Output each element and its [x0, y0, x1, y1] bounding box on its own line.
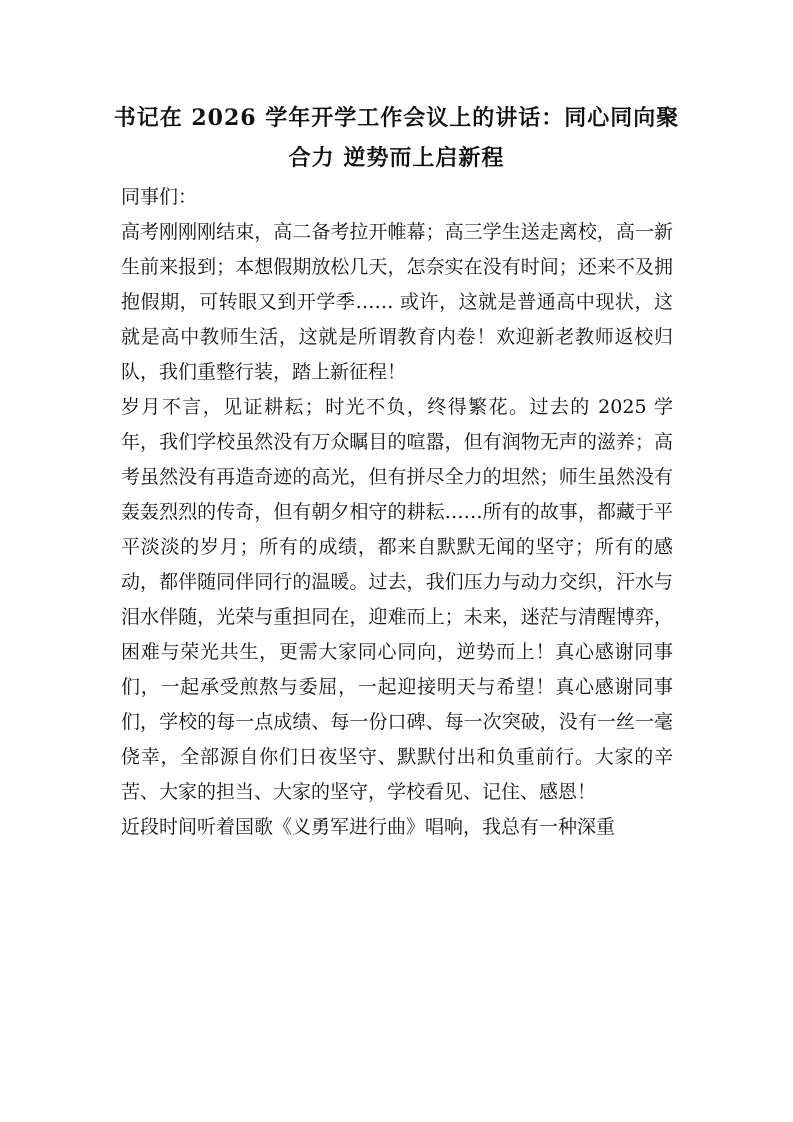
- paragraph-2: 岁月不言，见证耕耘；时光不负，终得繁花。过去的 2025 学年，我们学校虽然没有万众瞩目的喧嚣，但有润物无声的滋养；高考虽然没有再造奇迹的高光，但有拼尽全力的坦然；师生虽然没有轰轰烈烈的传奇，但有朝夕相守的耕耘……所有的故事，都藏于平平淡淡的岁月；所有的成绩，都来自默默无闻的坚守；所有的感动，都伴随同伴同行的温暖。过去，我们压力与动力交织，汗水与泪水伴随，光荣与重担同在，迎难而上；未来，迷茫与清醒博弈，困难与荣光共生，更需大家同心同向，逆势而上！真心感谢同事们，一起承受煎熬与委屈，一起迎接明天与希望！真心感谢同事们，学校的每一点成绩、每一份口碑、每一次突破，没有一丝一毫侥幸，全部源自你们日夜坚守、默默付出和负重前行。大家的辛苦、大家的担当、大家的坚守，学校看见、记住、感恩！: [121, 396, 673, 803]
- salutation: 同事们：: [121, 186, 198, 208]
- document-title: 书记在 2026 学年开学工作会议上的讲话：同心同向聚合力 逆势而上启新程: [113, 105, 680, 171]
- paragraph-3: 近段时间听着国歌《义勇军进行曲》唱响，我总有一种深重: [121, 816, 616, 838]
- paragraph-1: 高考刚刚刚结束，高二备考拉开帷幕；高三学生送走离校，高一新生前来报到；本想假期放松几天，怎奈实在没有时间；还来不及拥抱假期，可转眼又到开学季…… 或许，这就是普通高中现状，这就是高中教师生活，这就是所谓教育内卷！欢迎新老教师返校归队，我们重整行装，踏上新征程！: [121, 221, 673, 383]
- document-body: [121, 180, 673, 845]
